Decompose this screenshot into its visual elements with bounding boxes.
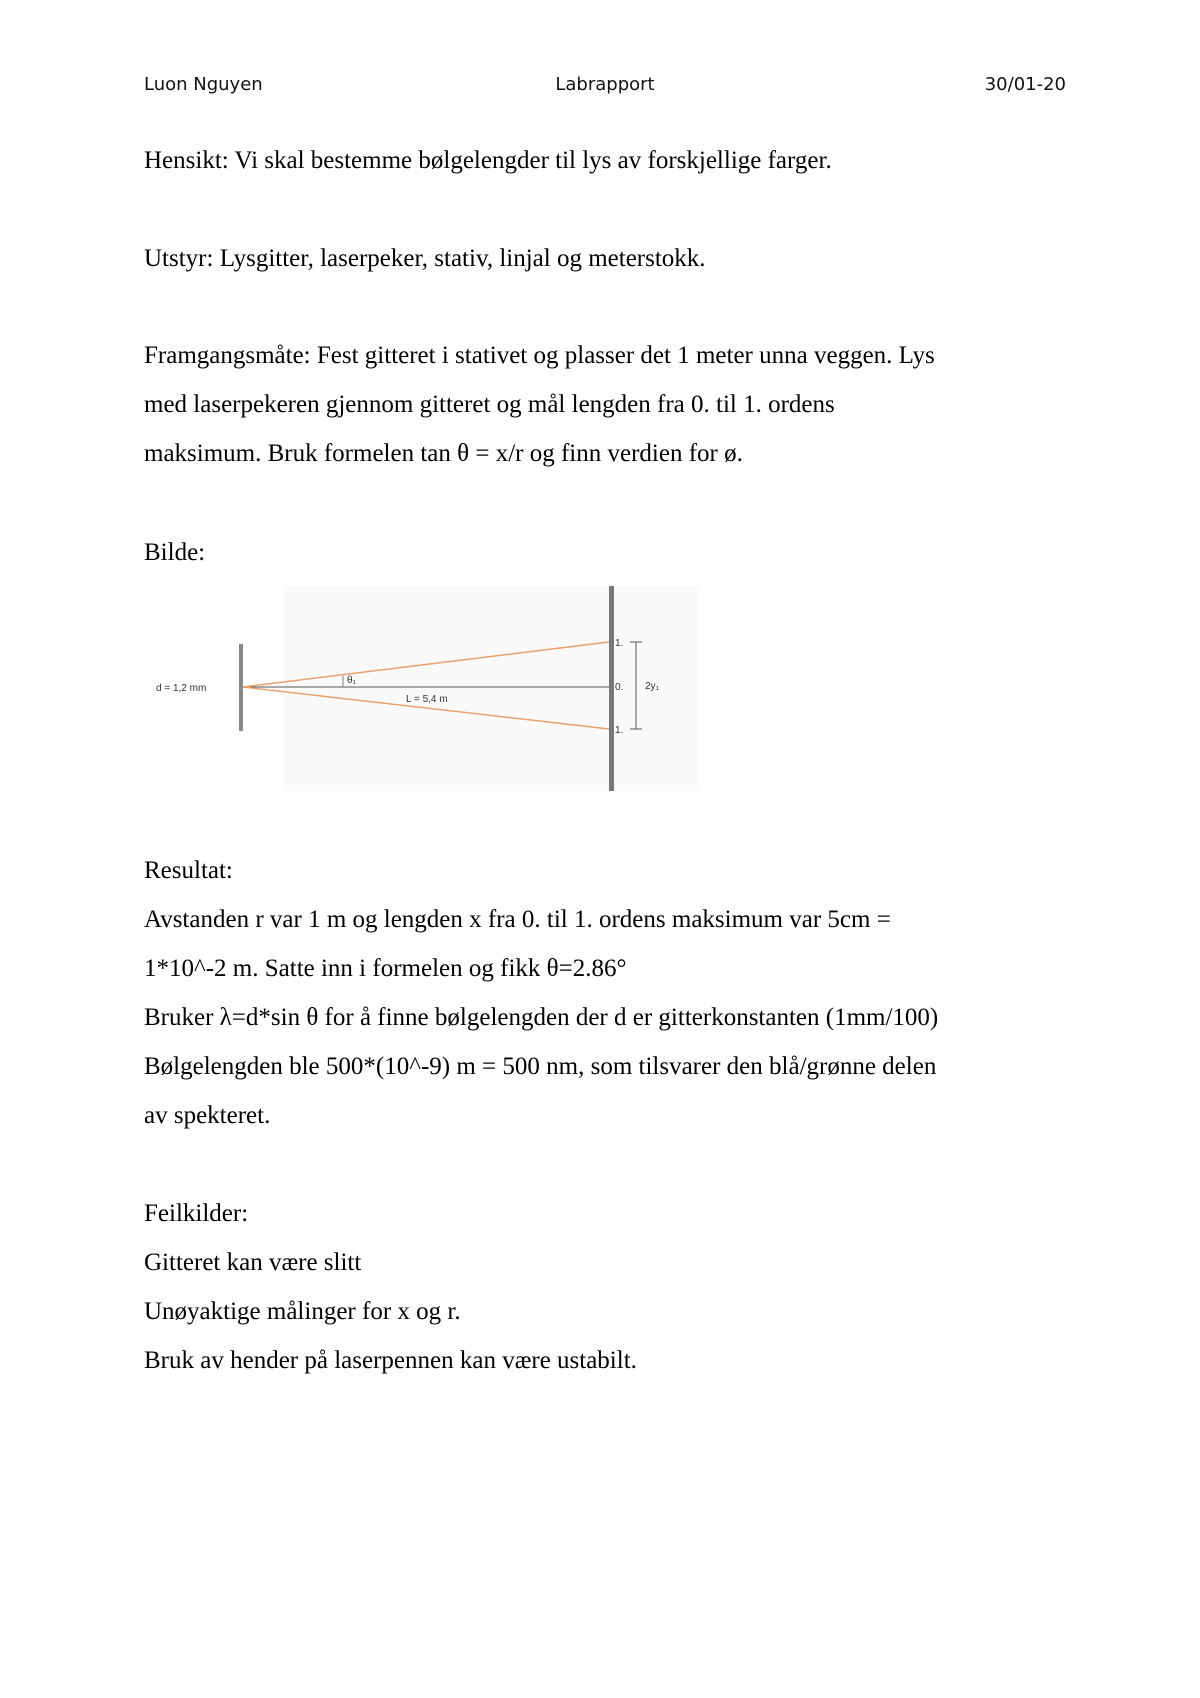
diffraction-diagram	[144, 578, 704, 798]
order-center-label: 0.	[615, 682, 624, 693]
order-top-label: 1.	[615, 638, 624, 649]
angle-label: θ₁	[347, 675, 356, 686]
procedure-line: med laserpekeren gjennom gitteret og mål lengden fra 0. til 1. ordens	[144, 391, 835, 418]
screen-wall	[609, 586, 614, 791]
results-line: av spekteret.	[144, 1102, 271, 1129]
error-item: Gitteret kan være slitt	[144, 1249, 362, 1276]
page-header	[144, 74, 1066, 104]
header-author: Luon Nguyen	[144, 74, 263, 95]
grating-label: d = 1,2 mm	[156, 683, 207, 694]
grating-bar	[239, 644, 243, 731]
header-date: 30/01-20	[984, 74, 1066, 95]
results-line: Bølgelengden ble 500*(10^-9) m = 500 nm, som tilsvarer den blå/grønne delen	[144, 1053, 937, 1080]
results-line: Avstanden r var 1 m og lengden x fra 0. til 1. ordens maksimum var 5cm =	[144, 906, 891, 933]
figure-background	[284, 586, 699, 791]
errors-heading: Feilkilder:	[144, 1200, 249, 1227]
header-title: Labrapport	[555, 74, 655, 95]
error-item: Unøyaktige målinger for x og r.	[144, 1298, 461, 1325]
order-bottom-label: 1.	[615, 725, 624, 736]
equipment-paragraph: Utstyr: Lysgitter, laserpeker, stativ, linjal og meterstokk.	[144, 245, 706, 272]
results-line: Bruker λ=d*sin θ for å finne bølgelengden der d er gitterkonstanten (1mm/100)	[144, 1004, 939, 1031]
results-line: 1*10^-2 m. Satte inn i formelen og fikk θ=2.86°	[144, 955, 627, 982]
diffraction-diagram-svg	[144, 578, 704, 798]
span-label: 2y₁	[645, 681, 659, 692]
procedure-line: maksimum. Bruk formelen tan θ = x/r og finn verdien for ø.	[144, 440, 743, 467]
purpose-paragraph: Hensikt: Vi skal bestemme bølgelengder til lys av forskjellige farger.	[144, 147, 832, 174]
procedure-line: Framgangsmåte: Fest gitteret i stativet og plasser det 1 meter unna veggen. Lys	[144, 342, 935, 369]
error-item: Bruk av hender på laserpennen kan være ustabilt.	[144, 1347, 637, 1374]
results-heading: Resultat:	[144, 857, 233, 884]
image-heading: Bilde:	[144, 539, 206, 566]
distance-label: L = 5,4 m	[406, 694, 448, 705]
